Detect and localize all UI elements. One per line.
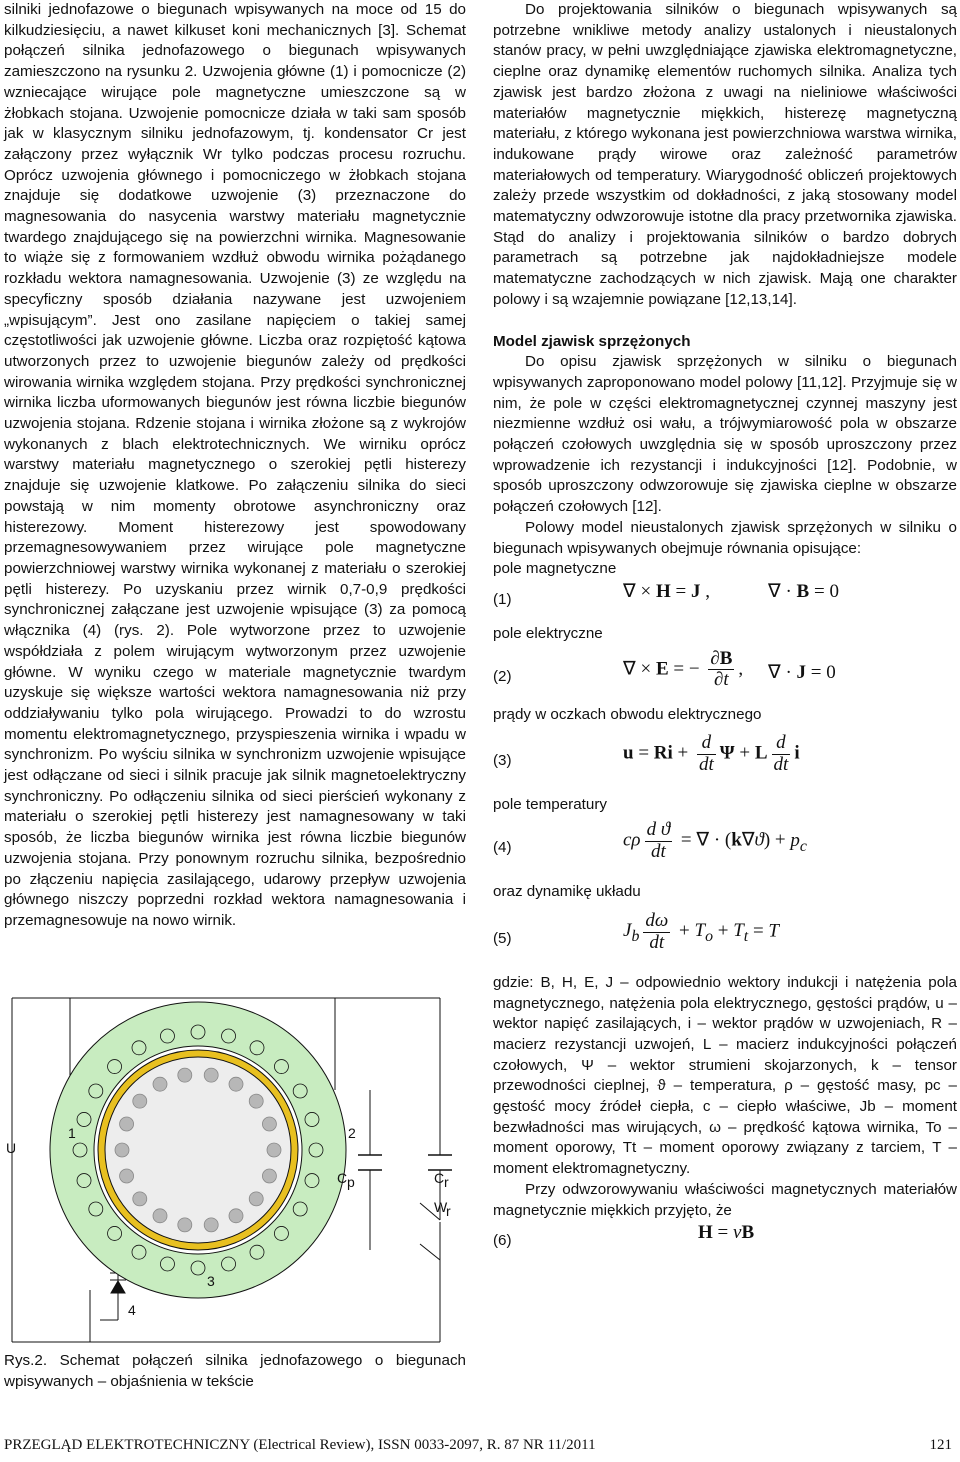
stator-slot [250,1041,264,1055]
equation-5: (5) $J_b$ $\frac{d\omega}{dt}$ + $T_o + T_t = T$ [493,909,779,953]
stator-slot [160,1029,174,1043]
rotor-bar [267,1143,281,1157]
capacitor-cp [358,1155,382,1170]
eq-label-2: pole elektryczne [493,624,603,642]
rotor-bar [153,1077,167,1091]
label-wr [434,1199,451,1219]
eq-label-4: pole temperatury [493,796,607,814]
svg-text:r: r [444,1174,449,1190]
stator-slot [305,1112,319,1126]
rotor-bar [204,1218,218,1232]
rotor-bar [229,1209,243,1223]
page-footer [4,1437,952,1454]
rotor-core [105,1057,291,1243]
rotor-bar [115,1143,129,1157]
stator-slot [309,1143,323,1157]
stator-slot [293,1084,307,1098]
rotor-bar [178,1218,192,1232]
rotor-bar [153,1209,167,1223]
model-paragraph: Do opisu zjawisk sprzężonych w silniku o biegunach wpisywanych zaproponowano model polowy [11,12]. Przyjmuje się w nim, że pole w części elektromagnetycznej czynnej maszyny jest niezmienne wzdłuż osi wału, a trójwymiarowość pola w obszarze połączeń czołowych uwzględnia się w sposób uproszczony przez wprowadzenie ich rezystancji i indukcyjności [12]. Podobnie, w sposób uproszczony odwzorowuje się zjawiska cieplne w obszarze połączeń czołowych [12]. [493,353,957,516]
stator-slot [191,1261,205,1275]
rotor-bar [204,1068,218,1082]
equation-2: (2) ∇ × E = − $\frac{\partial B}{\partial t}$ , ∇ · J = 0 [493,647,836,691]
label-winding-3: 3 [207,1273,215,1289]
eq-label-1: pole magnetyczne [493,560,617,578]
stator-slot [77,1112,91,1126]
stator-slot [89,1084,103,1098]
stator-slot [191,1025,205,1039]
stator-slot [222,1257,236,1271]
switch-wr-lower [420,1244,440,1260]
stator-slot [250,1245,264,1259]
eq-label-5: oraz dynamikę układu [493,883,641,901]
stator-slot [108,1226,122,1240]
right-column [493,0,957,1265]
rotor-bar [120,1169,134,1183]
rotor-bar [262,1169,276,1183]
rotor-bar [229,1077,243,1091]
section-title: Model zjawisk sprzężonych [493,332,691,350]
stator-slot [77,1174,91,1188]
left-column [4,0,466,932]
rotor-bar [249,1192,263,1206]
equation-6: (6) H = νB [493,1222,755,1250]
intro-paragraph: Do projektowania silników o biegunach wpisywanych są potrzebne wnikliwe metody analizy ustalonych i nieustalonych stanów pracy, w pełni uwzględniające zjawiska elektromagnetyczne, cieplne oraz dynamikę elementów ruchomych silnika. Analiza tych zjawisk jest bardzo złożona z uwagi na nieliniowe właściwości materiałów magnetycznie miękkich, histerezę magnetyczną materiału, z którego wykonana jest powierzchniowa warstwa wirnika, indukowane prądy wirowe oraz zależność parametrów materiałowych od temperatury. Wiarygodność obliczeń projektowych zależy przede wszystkim od dokładności, z jaką stosowany model matematyczny odwzorowuje istotne dla pracy przetwornika zjawiska. Stąd do analizy i projektowania silników o bardzo dobrych parametrach są potrzebne jak najdokładniejsze modele matematyczne zachodzących w nich zjawisk. Mają one charakter polowy i są wzajemnie powiązane [12,13,14]. [493,1,957,308]
stator-slot [274,1060,288,1074]
page-number: 121 [929,1437,952,1453]
label-winding-2: 2 [348,1125,356,1141]
svg-text:p: p [347,1174,355,1190]
stator-slot [73,1143,87,1157]
stator-slot [160,1257,174,1271]
svg-text:W: W [434,1199,448,1215]
rotor-bar [249,1094,263,1108]
rotor-bar [120,1117,134,1131]
rotor-bar [262,1117,276,1131]
rotor-bar [133,1192,147,1206]
stator-slot [89,1202,103,1216]
final-paragraph: Przy odwzorowywaniu właściwości magnetycznych materiałów magnetycznie miękkich przyjęto, że [493,1180,957,1219]
label-U: U [6,1140,17,1156]
label-cr [434,1170,449,1190]
stator-slot [222,1029,236,1043]
body-paragraph: silniki jednofazowe o biegunach wpisywanych na moce od 15 do kilkudziesięciu, a nawet kilkuset koni mechanicznych [3]. Schemat połączeń silnika jednofazowego o biegunach wpisywanych zamieszczono na rysunku 2. Uzwojenia główne (1) i pomocnicze (2) wzniecające wirujące pole magnetyczne umieszczone są w żłobkach stojana. Uzwojenie pomocnicze działa w taki sam sposób jak w klasycznym silniku jednofazowym, tj. kondensator Cr jest załączony przez wyłącznik Wr tylko podczas procesu rozruchu. Oprócz uzwojenia głównego i pomocniczego w żłobkach stojana znajduje się dodatkowe uzwojenie (3) przeznaczone do magnesowania do nasycenia warstwy materiału magnetycznie twardego znajdującego się na powierzchni wirnika. Magnesowanie to wiąże się z formowaniem wzdłuż obwodu wirnika pożądanego rozkładu wektora namagnesowania. Uzwojenie (3) ze względu na specyficzny sposób działania nazywane jest uzwojeniem „wpisującym”. Jest ono zasilane napięciem o takiej samej częstotliwości jak uzwojenie główne. Liczba oraz rozpiętość kątowa utworzonych przez to uzwojenie biegunów zależy od prędkości wirowania wirnika względem stojana. Przy prędkości synchronicznej wirnika liczba uformowanych biegunów jest równa liczbie biegunów uzwojenia stojana. Rdzenie stojana i wirnika złożone są z wykrojów wykonanych z blach elektrotechnicznych. We wirniku oprócz warstwy materiału magnetycznego o szerokiej pętli histerezy znajduje się uzwojenie klatkowe. Po załączeniu silnika do sieci powstają w nim momenty obrotowe asynchroniczny oraz histerezowy. Moment histerezowy jest spowodowany przemagnesowywaniem przez wirujące pole magnetyczne powierzchniowej warstwy wirnika wykonanej z materiału o szerokiej pętli histerezy. Po uzyskaniu przez wirnik 0,7-0,9 prędkości synchronicznej załączane jest uzwojenie wpisujące (3) za pomocą włącznika (4) (rys. 2). Pole wytworzone przez to uzwojenie współdziała z polem wirującym wytworzonym przez uzwojenie główne. W wyniku czego w materiale magnetycznie twardym uzyskuje się większe wartości wektora namagnesowania niż przy oddziaływaniu tylko pola wirującego. Prowadzi to do wzrostu momentu elektromagnetycznego, przyspieszenia wirnika i wpadu w synchronizm. Po wyściu silnika w synchronizm uzwojenie wpisujące jest odłączane od sieci i silnik pracuje jak silnik magnetoelektryczny synchroniczny. Po odłączeniu silnika od sieci pierścień wykonany z materiału o szerokiej pętli histerezy jest namagnesowany w taki sposób, że liczba biegunów wirnika jest równa liczbie biegunów uzwojenia stojana. Przy ponownym rozruchu silnika, bezpośrednio po złączeniu napięcia zasilającego, udarowy przepływ uzwojenia głównego niszczy poprzedni rozkład wektora namagnesowania i przemagnesowuje na nowo wirnik. [4,1,466,929]
stator-slot [293,1202,307,1216]
rotor-bar [133,1094,147,1108]
label-switch-4: 4 [128,1302,136,1318]
motor-schematic-figure [0,990,470,1350]
figure-caption: Rys.2. Schemat połączeń silnika jednofazowego o biegunach wpisywanych – objaśnienia w tekście [4,1352,466,1390]
stator-slot [108,1060,122,1074]
stator-slot [132,1041,146,1055]
stator-slot [305,1174,319,1188]
equation-3: (3) u = Ri + $\frac{d}{dt}$ Ψ + L $\frac{d}{dt}$ i [493,732,800,776]
rotor-bar [178,1068,192,1082]
definitions-paragraph: gdzie: B, H, E, J – odpowiednio wektory indukcji i natężenia pola magnetycznego, natężenia pola elektrycznego, gęstości prądów, u – wektor napięć zasilających, i – wektor prądów w uzwojeniach, R – macierz rezystancji uzwojeń, L – macierz indukcyjności połączeń czołowych, Ψ – wektor strumieni skojarzonych, k – tensor przewodności cieplnej, ϑ – temperatura, ρ – gęstość masy, pc – gęstość mocy źródeł ciepła, c – ciepło właściwe, Jb – moment bezwładności mas wirujących, ω – prędkość kątowa wirnika, To – moment oporowy, Tt – moment oporowy związany z tarciem, T – moment elektromagnetyczny. [493,973,957,1178]
journal-citation: PRZEGLĄD ELEKTROTECHNICZNY (Electrical Review), ISSN 0033-2097, R. 87 NR 11/2011 [4,1437,596,1453]
label-winding-1: 1 [68,1125,76,1141]
equation-1: (1) ∇ × H = J , ∇ · B = 0 [493,580,839,608]
equation-4: (4) cρ $\frac{\text{d ϑ}}{dt}$ = ∇ · $(k\nabla ϑ) + p_c$ [493,819,807,862]
svg-text:C: C [337,1170,348,1186]
eq-label-3: prądy w oczkach obwodu elektrycznego [493,705,762,723]
svg-text:r: r [446,1203,451,1219]
model-paragraph-2: Polowy model nieustalonych zjawisk sprzężonych w silniku o biegunach wpisywanych obejmuje równania opisujące: [493,518,957,557]
stator-slot [274,1226,288,1240]
svg-text:C: C [434,1170,445,1186]
stator-slot [132,1245,146,1259]
capacitor-cr [428,1155,452,1170]
